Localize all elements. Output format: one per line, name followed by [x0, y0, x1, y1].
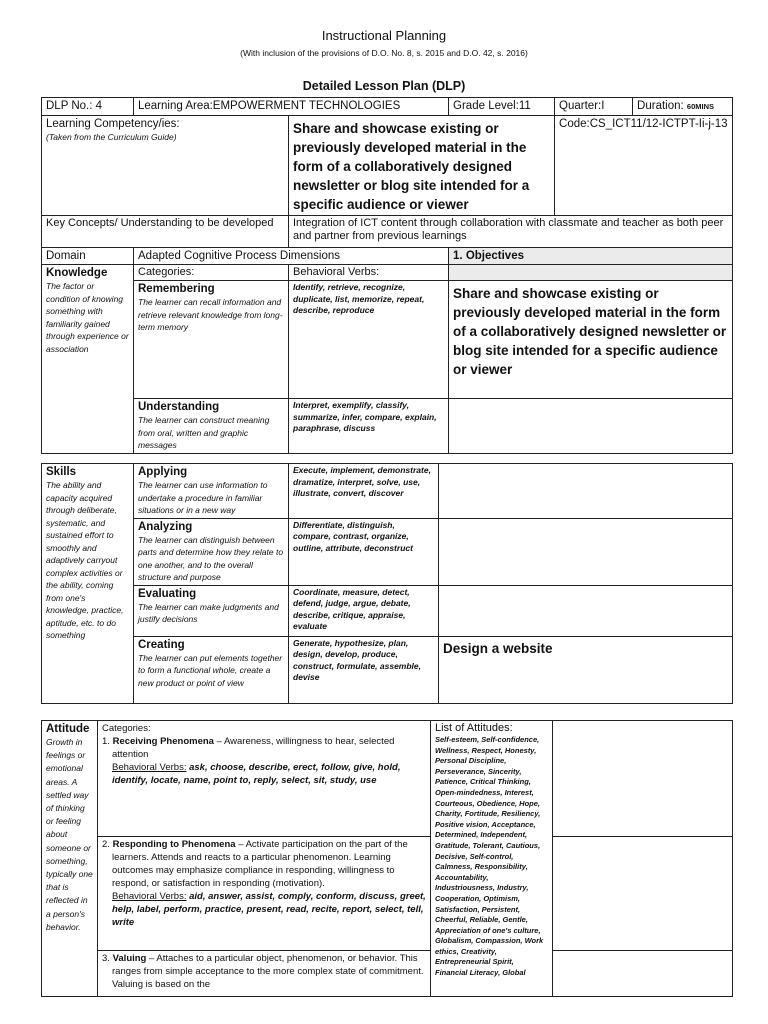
valuing-item [102, 952, 426, 991]
remembering-verbs: Identify, retrieve, recognize, duplicate, list, memorize, repeat, describe, reproduce [289, 281, 449, 399]
creating-objective: Design a website [439, 636, 733, 703]
creating-desc: The learner can put elements together to form a functional whole, create a new product or point of view [138, 652, 283, 688]
understanding-title: Understanding [138, 401, 220, 413]
applying-cell [134, 464, 289, 519]
valuing-title: Valuing [112, 953, 147, 964]
receiving-item [102, 735, 426, 787]
key-concepts-label: Key Concepts/ Understanding to be developed [42, 216, 289, 248]
remembering-title: Remembering [138, 283, 215, 295]
skills-label: Skills [46, 466, 77, 478]
page-title: Instructional Planning [321, 28, 447, 43]
domain-label: Domain [42, 248, 134, 265]
understanding-desc: The learner can construct meaning from oral, written and graphic messages [138, 415, 270, 450]
key-concepts-text: Integration of ICT content through collaboration with classmate and teacher as both peer and partner from previous learnings [289, 216, 733, 248]
evaluating-cell [134, 585, 289, 636]
attitude-label: Attitude [46, 723, 90, 735]
valuing-cell [98, 951, 431, 997]
valuing-objective [553, 951, 733, 997]
dlp-no: DLP No.: 4 [42, 98, 134, 116]
understanding-cell [134, 399, 289, 454]
valuing-text: – Attaches to a particular object, phenomenon, or behavior. This ranges from simple acceptance to the more complex state of commitment. Valuing is based on the [112, 953, 424, 990]
creating-verbs: Generate, hypothesize, plan, design, develop, produce, construct, formulate, assemble, devise [289, 636, 439, 703]
categories-label: Categories: [134, 265, 289, 281]
grade-level: Grade Level:11 [449, 98, 555, 116]
objectives-label: 1. Objectives [449, 248, 733, 265]
responding-verbs-label: Behavioral Verbs: [112, 891, 187, 902]
receiving-objective [553, 721, 733, 837]
remembering-cell [134, 281, 289, 399]
competency-text: Share and showcase existing or previously developed material in the form of a collaboratively designed newsletter or blog site intended for a specific audience or viewer [289, 116, 555, 216]
applying-verbs: Execute, implement, demonstrate, dramatize, interpret, solve, use, illustrate, convert, discover [289, 464, 439, 519]
analyzing-objective [439, 518, 733, 585]
evaluating-desc: The learner can make judgments and justify decisions [138, 601, 279, 624]
attitude-categories-label: Categories: [102, 723, 151, 734]
knowledge-desc: The factor or condition of knowing something with familiarity gained through experience or association [46, 281, 129, 354]
creating-cell [134, 636, 289, 703]
analyzing-desc: The learner can distinguish between parts and determine how they relate to one another, and to the overall structure and purpose [138, 534, 284, 582]
applying-objective [439, 464, 733, 519]
plan-title: Detailed Lesson Plan (DLP) [302, 79, 466, 93]
remembering-objective: Share and showcase existing or previously developed material in the form of a collaboratively designed newsletter or blog site intended for a specific audience or viewer [449, 281, 733, 399]
attitudes-list-cell [431, 721, 553, 997]
dimensions-label: Adapted Cognitive Process Dimensions [134, 248, 449, 265]
learning-area: Learning Area:EMPOWERMENT TECHNOLOGIES [134, 98, 449, 116]
analyzing-title: Analyzing [138, 520, 193, 533]
attitudes-list: Self-esteem, Self-confidence, Wellness, Respect, Honesty, Personal Discipline, Perseverance, Sincerity, Patience, Critical Thinking, Open-mindedness, Interest, Courteous, Obedience, Hope, Charity, Fortitude, Resiliency, Positive vision, Acceptance, Determined, Independent, Gratitude, Tolerant, Cautious, Decisive, Self-control, Calmness, Responsibility, Accountability, Industriousness, Industry, Cooperation, Optimism, Satisfaction, Persistent, Cheerful, Reliable, Gentle, Appreciation of one's culture, Globalism, Compassion, Work ethics, Creativity, Entrepreneurial Spirit, Financial Literacy, Global [435, 735, 544, 978]
attitude-cell [42, 721, 98, 997]
responding-item [102, 838, 426, 929]
dlp-table-skills [41, 463, 733, 704]
creating-title: Creating [138, 638, 185, 651]
evaluating-title: Evaluating [138, 587, 197, 600]
analyzing-cell [134, 518, 289, 585]
responding-verbs: aid, answer, assist, comply, conform, discuss, greet, help, label, perform, practice, present, read, recite, report, select, tell, write [112, 891, 426, 928]
competency-label: Learning Competency/ies: [46, 118, 180, 130]
skills-desc: The ability and capacity acquired through deliberate, systematic, and sustained effort to smoothly and adaptively carryout complex activities or the ability, coming from one's knowledge, practice, aptitude, etc. to do something [46, 480, 124, 640]
responding-text: – Activate participation on the part of the learners. Attends and reacts to a particular phenomenon. Learning outcomes may emphasize compliance in responding, willingness to respond, or satisfaction in responding (motivation). [112, 839, 408, 889]
understanding-verbs: Interpret, exemplify, classify, summarize, infer, compare, explain, paraphrase, discuss [289, 399, 449, 454]
evaluating-verbs: Coordinate, measure, detect, defend, judge, argue, debate, describe, critique, appraise, evaluate [289, 585, 439, 636]
dlp-table-knowledge [41, 97, 733, 454]
page-subtitle: (With inclusion of the provisions of D.O. No. 8, s. 2015 and D.O. 42, s. 2016) [240, 48, 528, 58]
responding-number: 2. [102, 839, 110, 850]
receiving-number: 1. [102, 736, 110, 747]
receiving-text: – Awareness, willingness to hear, selected attention [112, 736, 395, 760]
evaluating-objective [439, 585, 733, 636]
skills-cell [42, 464, 134, 704]
attitude-desc: Growth in feelings or emotional areas. A settled way of thinking or feeling about someone or something, typically one that is reflected in a person's behavior. [46, 737, 93, 932]
receiving-cell [98, 721, 431, 837]
remembering-desc: The learner can recall information and retrieve relevant knowledge from long-term memory [138, 297, 283, 332]
objectives-gap [449, 265, 733, 281]
valuing-number: 3. [102, 953, 110, 964]
receiving-verbs-label: Behavioral Verbs: [112, 762, 187, 773]
responding-title: Responding to Phenomena [112, 839, 236, 850]
applying-title: Applying [138, 466, 188, 478]
competency-note: (Taken from the Curriculum Guide) [46, 132, 177, 142]
applying-desc: The learner can use information to undertake a procedure in familiar situations or in a new way [138, 480, 268, 515]
duration: Duration: 60MINS [633, 98, 733, 116]
competency-label-cell [42, 116, 289, 216]
knowledge-cell [42, 265, 134, 454]
responding-objective [553, 837, 733, 951]
dlp-table-attitude [41, 720, 733, 997]
duration-value: 60MINS [686, 102, 715, 111]
analyzing-verbs: Differentiate, distinguish, compare, contrast, organize, outline, attribute, deconstruct [289, 518, 439, 585]
verbs-label: Behavioral Verbs: [289, 265, 449, 281]
receiving-title: Receiving Phenomena [112, 736, 214, 747]
competency-code: Code:CS_ICT11/12-ICTPT-Ii-j-13 [555, 116, 733, 216]
quarter: Quarter:I [555, 98, 633, 116]
receiving-verbs: ask, choose, describe, erect, follow, give, hold, identify, locate, name, point to, reply, select, sit, study, use [112, 762, 401, 786]
responding-cell [98, 837, 431, 951]
attitudes-list-label: List of Attitudes: [435, 722, 513, 734]
understanding-objective [449, 399, 733, 454]
knowledge-label: Knowledge [46, 267, 108, 279]
